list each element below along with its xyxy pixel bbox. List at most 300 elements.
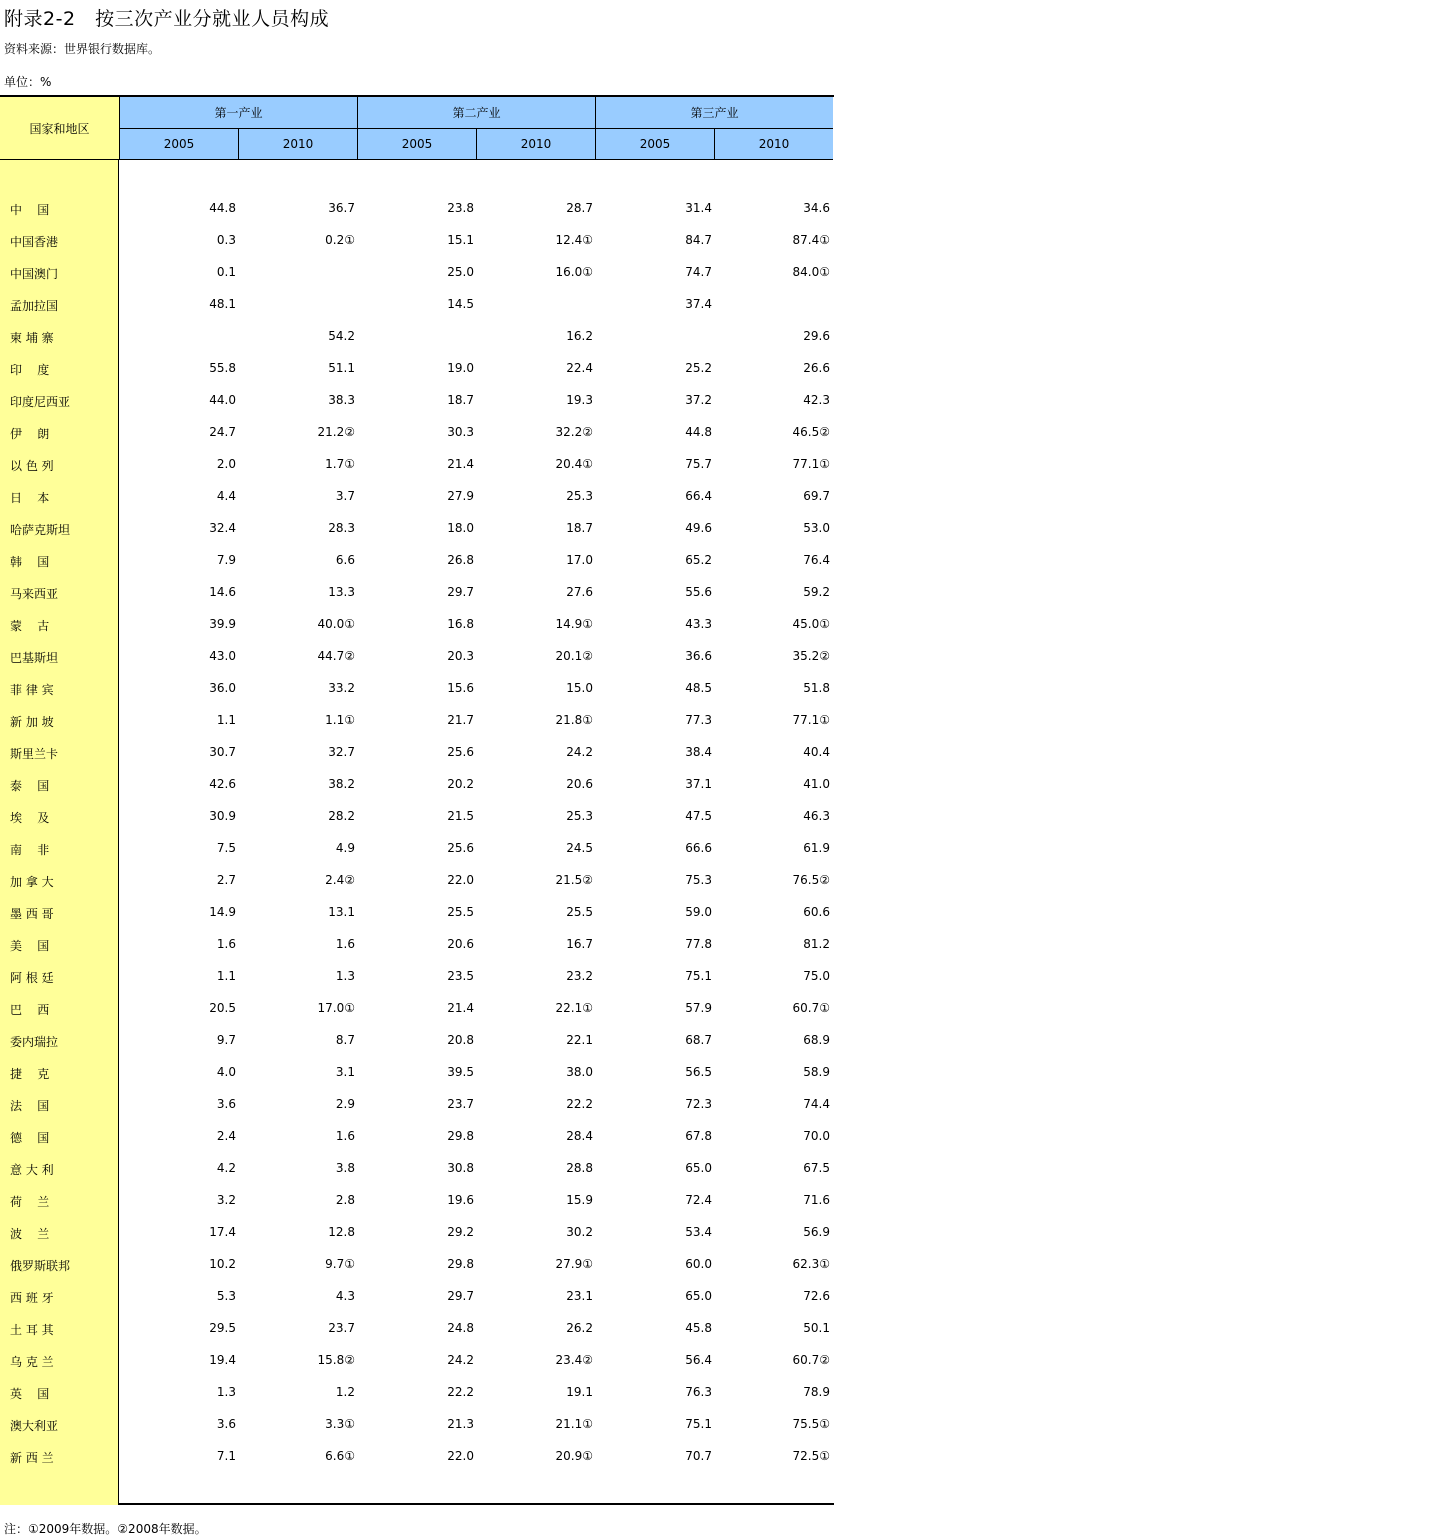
value-cell: 2.8: [335, 1193, 355, 1207]
value-cell: 14.9①: [555, 617, 593, 631]
year-header: 2010: [476, 129, 595, 160]
value-cell: 20.8: [447, 1033, 474, 1047]
value-cell: 16.2: [566, 329, 593, 343]
region-name: 南 非: [10, 843, 50, 857]
region-name: 泰 国: [10, 779, 50, 793]
value-cell: 60.7②: [792, 1353, 830, 1367]
region-header: 国家和地区: [0, 97, 119, 160]
value-cell: 17.0: [566, 553, 593, 567]
value-cell: 21.1①: [555, 1417, 593, 1431]
value-cell: 2.9: [335, 1097, 355, 1111]
value-cell: 49.6: [685, 521, 712, 535]
value-cell: 12.8: [328, 1225, 355, 1239]
value-cell: 23.7: [447, 1097, 474, 1111]
value-cell: 30.8: [447, 1161, 474, 1175]
table-row: [0, 864, 834, 896]
value-cell: 56.4: [685, 1353, 712, 1367]
value-cell: 77.1①: [792, 457, 830, 471]
value-cell: 3.7: [335, 489, 355, 503]
value-cell: 0.3: [216, 233, 236, 247]
value-cell: 43.3: [685, 617, 712, 631]
value-cell: 84.7: [685, 233, 712, 247]
value-cell: 87.4①: [792, 233, 830, 247]
value-cell: 65.0: [685, 1161, 712, 1175]
value-cell: 39.5: [447, 1065, 474, 1079]
value-cell: 65.0: [685, 1289, 712, 1303]
value-cell: 2.4②: [325, 873, 355, 887]
value-cell: 6.6: [335, 553, 355, 567]
value-cell: 29.6: [803, 329, 830, 343]
value-cell: 37.1: [685, 777, 712, 791]
value-cell: 28.2: [328, 809, 355, 823]
value-cell: 32.7: [328, 745, 355, 759]
value-cell: 59.2: [803, 585, 830, 599]
value-cell: 29.8: [447, 1257, 474, 1271]
value-cell: 30.3: [447, 425, 474, 439]
table-row: [0, 1376, 834, 1408]
value-cell: 29.8: [447, 1129, 474, 1143]
value-cell: 30.7: [209, 745, 236, 759]
value-cell: 81.2: [803, 937, 830, 951]
value-cell: 67.5: [803, 1161, 830, 1175]
region-name: 韩 国: [10, 555, 50, 569]
value-cell: 20.2: [447, 777, 474, 791]
region-name: 捷 克: [10, 1067, 50, 1081]
value-cell: 25.2: [685, 361, 712, 375]
value-cell: 0.1: [216, 265, 236, 279]
value-cell: 25.5: [566, 905, 593, 919]
table-row: [0, 1152, 834, 1184]
value-cell: 3.3①: [325, 1417, 355, 1431]
value-cell: 24.2: [447, 1353, 474, 1367]
value-cell: 17.0①: [317, 1001, 355, 1015]
page-title: 附录2-2 按三次产业分就业人员构成: [4, 8, 330, 30]
value-cell: 16.7: [566, 937, 593, 951]
value-cell: 22.4: [566, 361, 593, 375]
table-row: [0, 320, 834, 352]
value-cell: 46.3: [803, 809, 830, 823]
value-cell: 75.7: [685, 457, 712, 471]
year-header: 2005: [595, 129, 714, 160]
table-row: [0, 1280, 834, 1312]
value-cell: 2.0: [216, 457, 236, 471]
group-header-tertiary: 第三产业: [595, 97, 833, 129]
value-cell: 74.4: [803, 1097, 830, 1111]
value-cell: 28.8: [566, 1161, 593, 1175]
unit-label: 单位：%: [4, 75, 52, 89]
region-name: 印度尼西亚: [10, 395, 71, 409]
value-cell: 19.1: [566, 1385, 593, 1399]
value-cell: 19.4: [209, 1353, 236, 1367]
value-cell: 1.3: [335, 969, 355, 983]
value-cell: 22.1①: [555, 1001, 593, 1015]
region-name: 孟加拉国: [10, 299, 59, 313]
region-name: 乌 克 兰: [10, 1355, 54, 1369]
value-cell: 1.6: [335, 937, 355, 951]
value-cell: 55.8: [209, 361, 236, 375]
region-name: 澳大利亚: [10, 1419, 59, 1433]
table-row: [0, 768, 834, 800]
group-header-primary: 第一产业: [119, 97, 357, 129]
value-cell: 15.0: [566, 681, 593, 695]
value-cell: 40.4: [803, 745, 830, 759]
value-cell: 68.9: [803, 1033, 830, 1047]
value-cell: 75.0: [803, 969, 830, 983]
value-cell: 24.5: [566, 841, 593, 855]
value-cell: 1.6: [335, 1129, 355, 1143]
value-cell: 1.6: [216, 937, 236, 951]
value-cell: 32.2②: [555, 425, 593, 439]
value-cell: 24.8: [447, 1321, 474, 1335]
table-row: [0, 384, 834, 416]
table-row: [0, 1216, 834, 1248]
value-cell: 60.0: [685, 1257, 712, 1271]
value-cell: 72.5①: [792, 1449, 830, 1463]
value-cell: 48.1: [209, 297, 236, 311]
value-cell: 76.3: [685, 1385, 712, 1399]
value-cell: 66.6: [685, 841, 712, 855]
value-cell: 2.4: [216, 1129, 236, 1143]
value-cell: 55.6: [685, 585, 712, 599]
value-cell: 1.3: [216, 1385, 236, 1399]
table-row: [0, 416, 834, 448]
value-cell: 15.1: [447, 233, 474, 247]
value-cell: 9.7: [216, 1033, 236, 1047]
region-name: 巴基斯坦: [10, 651, 59, 665]
table-row: [0, 576, 834, 608]
value-cell: 15.6: [447, 681, 474, 695]
value-cell: 48.5: [685, 681, 712, 695]
value-cell: 69.7: [803, 489, 830, 503]
value-cell: 16.8: [447, 617, 474, 631]
region-name: 巴 西: [10, 1003, 50, 1017]
region-name: 中 国: [10, 203, 50, 217]
table-row: [0, 1408, 834, 1440]
value-cell: 3.1: [335, 1065, 355, 1079]
value-cell: 54.2: [328, 329, 355, 343]
value-cell: 30.9: [209, 809, 236, 823]
value-cell: 84.0①: [792, 265, 830, 279]
value-cell: 3.2: [216, 1193, 236, 1207]
value-cell: 51.1: [328, 361, 355, 375]
value-cell: 23.1: [566, 1289, 593, 1303]
region-name: 俄罗斯联邦: [10, 1259, 71, 1273]
value-cell: 26.2: [566, 1321, 593, 1335]
region-name: 马来西亚: [10, 587, 59, 601]
footnote: 注：①2009年数据。②2008年数据。: [4, 1522, 207, 1536]
region-name: 委内瑞拉: [10, 1035, 59, 1049]
table-row: [0, 1184, 834, 1216]
value-cell: 38.0: [566, 1065, 593, 1079]
value-cell: 15.9: [566, 1193, 593, 1207]
value-cell: 12.4①: [555, 233, 593, 247]
value-cell: 44.0: [209, 393, 236, 407]
value-cell: 72.4: [685, 1193, 712, 1207]
value-cell: 18.7: [566, 521, 593, 535]
value-cell: 21.5: [447, 809, 474, 823]
region-name: 日 本: [10, 491, 50, 505]
value-cell: 36.6: [685, 649, 712, 663]
value-cell: 71.6: [803, 1193, 830, 1207]
value-cell: 20.3: [447, 649, 474, 663]
value-cell: 24.2: [566, 745, 593, 759]
value-cell: 42.6: [209, 777, 236, 791]
value-cell: 29.7: [447, 585, 474, 599]
value-cell: 56.5: [685, 1065, 712, 1079]
table-row: [0, 992, 834, 1024]
value-cell: 46.5②: [792, 425, 830, 439]
region-name: 西 班 牙: [10, 1291, 54, 1305]
value-cell: 56.9: [803, 1225, 830, 1239]
value-cell: 1.1: [216, 969, 236, 983]
table-row: [0, 1120, 834, 1152]
region-name: 哈萨克斯坦: [10, 523, 71, 537]
value-cell: 37.2: [685, 393, 712, 407]
value-cell: 77.3: [685, 713, 712, 727]
value-cell: 60.7①: [792, 1001, 830, 1015]
value-cell: 1.7①: [325, 457, 355, 471]
value-cell: 26.6: [803, 361, 830, 375]
value-cell: 36.7: [328, 201, 355, 215]
value-cell: 27.9: [447, 489, 474, 503]
region-name: 法 国: [10, 1099, 50, 1113]
value-cell: 57.9: [685, 1001, 712, 1015]
value-cell: 25.3: [566, 489, 593, 503]
value-cell: 34.6: [803, 201, 830, 215]
value-cell: 20.9①: [555, 1449, 593, 1463]
value-cell: 3.6: [216, 1417, 236, 1431]
year-header: 2010: [238, 129, 357, 160]
value-cell: 45.8: [685, 1321, 712, 1335]
value-cell: 23.8: [447, 201, 474, 215]
year-header: 2005: [357, 129, 476, 160]
table-row: [0, 832, 834, 864]
value-cell: 75.3: [685, 873, 712, 887]
region-name: 新 西 兰: [10, 1451, 54, 1465]
value-cell: 1.2: [335, 1385, 355, 1399]
region-name: 中国香港: [10, 235, 59, 249]
region-name: 加 拿 大: [10, 875, 54, 889]
value-cell: 1.1①: [325, 713, 355, 727]
value-cell: 17.4: [209, 1225, 236, 1239]
value-cell: 77.1①: [792, 713, 830, 727]
region-name: 印 度: [10, 363, 50, 377]
value-cell: 21.2②: [317, 425, 355, 439]
value-cell: 75.5①: [792, 1417, 830, 1431]
region-name: 中国澳门: [10, 267, 59, 281]
value-cell: 19.6: [447, 1193, 474, 1207]
value-cell: 75.1: [685, 1417, 712, 1431]
value-cell: 25.0: [447, 265, 474, 279]
region-name: 墨 西 哥: [10, 907, 54, 921]
value-cell: 13.3: [328, 585, 355, 599]
value-cell: 13.1: [328, 905, 355, 919]
region-name: 英 国: [10, 1387, 50, 1401]
value-cell: 27.9①: [555, 1257, 593, 1271]
value-cell: 4.4: [216, 489, 236, 503]
value-cell: 4.2: [216, 1161, 236, 1175]
value-cell: 33.2: [328, 681, 355, 695]
table-row: [0, 640, 834, 672]
value-cell: 19.0: [447, 361, 474, 375]
table-row: [0, 896, 834, 928]
value-cell: 67.8: [685, 1129, 712, 1143]
value-cell: 58.9: [803, 1065, 830, 1079]
value-cell: 15.8②: [317, 1353, 355, 1367]
region-name: 以 色 列: [10, 459, 54, 473]
value-cell: 8.7: [335, 1033, 355, 1047]
value-cell: 3.6: [216, 1097, 236, 1111]
table-row: [0, 288, 834, 320]
value-cell: 20.4①: [555, 457, 593, 471]
value-cell: 18.0: [447, 521, 474, 535]
value-cell: 38.3: [328, 393, 355, 407]
region-name: 荷 兰: [10, 1195, 50, 1209]
value-cell: 39.9: [209, 617, 236, 631]
value-cell: 21.3: [447, 1417, 474, 1431]
table-row: [0, 1440, 834, 1472]
value-cell: 10.2: [209, 1257, 236, 1271]
table-row: [0, 192, 834, 224]
value-cell: 4.0: [216, 1065, 236, 1079]
value-cell: 70.7: [685, 1449, 712, 1463]
table-row: [0, 1248, 834, 1280]
value-cell: 60.6: [803, 905, 830, 919]
region-name: 阿 根 廷: [10, 971, 54, 985]
value-cell: 22.1: [566, 1033, 593, 1047]
value-cell: 68.7: [685, 1033, 712, 1047]
region-name: 柬 埔 寨: [10, 331, 54, 345]
value-cell: 53.0: [803, 521, 830, 535]
value-cell: 50.1: [803, 1321, 830, 1335]
table-row: [0, 544, 834, 576]
value-cell: 31.4: [685, 201, 712, 215]
value-cell: 76.4: [803, 553, 830, 567]
value-cell: 20.6: [566, 777, 593, 791]
value-cell: 59.0: [685, 905, 712, 919]
region-name: 伊 朗: [10, 427, 50, 441]
value-cell: 72.3: [685, 1097, 712, 1111]
value-cell: 16.0①: [555, 265, 593, 279]
value-cell: 40.0①: [317, 617, 355, 631]
value-cell: 19.3: [566, 393, 593, 407]
table-row: [0, 448, 834, 480]
region-name: 美 国: [10, 939, 50, 953]
value-cell: 42.3: [803, 393, 830, 407]
value-cell: 21.4: [447, 457, 474, 471]
table-row: [0, 960, 834, 992]
value-cell: 41.0: [803, 777, 830, 791]
value-cell: 21.7: [447, 713, 474, 727]
region-name: 蒙 古: [10, 619, 50, 633]
value-cell: 25.5: [447, 905, 474, 919]
value-cell: 70.0: [803, 1129, 830, 1143]
value-cell: 23.4②: [555, 1353, 593, 1367]
region-name: 波 兰: [10, 1227, 50, 1241]
value-cell: 47.5: [685, 809, 712, 823]
year-header: 2005: [119, 129, 238, 160]
table-row: [0, 480, 834, 512]
value-cell: 37.4: [685, 297, 712, 311]
value-cell: 21.4: [447, 1001, 474, 1015]
value-cell: 25.3: [566, 809, 593, 823]
table-row: [0, 352, 834, 384]
region-name: 菲 律 宾: [10, 683, 54, 697]
table-row: [0, 736, 834, 768]
value-cell: 22.0: [447, 873, 474, 887]
value-cell: 28.4: [566, 1129, 593, 1143]
value-cell: 38.2: [328, 777, 355, 791]
table-row: [0, 800, 834, 832]
value-cell: 77.8: [685, 937, 712, 951]
value-cell: 18.7: [447, 393, 474, 407]
value-cell: 25.6: [447, 745, 474, 759]
region-name: 新 加 坡: [10, 715, 54, 729]
value-cell: 26.8: [447, 553, 474, 567]
value-cell: 76.5②: [792, 873, 830, 887]
value-cell: 23.7: [328, 1321, 355, 1335]
value-cell: 28.7: [566, 201, 593, 215]
value-cell: 20.6: [447, 937, 474, 951]
table-row: [0, 256, 834, 288]
value-cell: 29.5: [209, 1321, 236, 1335]
value-cell: 65.2: [685, 553, 712, 567]
group-header-secondary: 第二产业: [357, 97, 595, 129]
table-row: [0, 704, 834, 736]
value-cell: 20.5: [209, 1001, 236, 1015]
value-cell: 14.9: [209, 905, 236, 919]
table-row: [0, 928, 834, 960]
value-cell: 29.7: [447, 1289, 474, 1303]
table-row: [0, 672, 834, 704]
table-row: [0, 1088, 834, 1120]
value-cell: 32.4: [209, 521, 236, 535]
value-cell: 66.4: [685, 489, 712, 503]
value-cell: 27.6: [566, 585, 593, 599]
value-cell: 2.7: [216, 873, 236, 887]
value-cell: 22.0: [447, 1449, 474, 1463]
value-cell: 3.8: [335, 1161, 355, 1175]
value-cell: 4.3: [335, 1289, 355, 1303]
table-row: [0, 224, 834, 256]
value-cell: 22.2: [566, 1097, 593, 1111]
value-cell: 61.9: [803, 841, 830, 855]
value-cell: 23.2: [566, 969, 593, 983]
value-cell: 7.1: [216, 1449, 236, 1463]
value-cell: 44.8: [685, 425, 712, 439]
value-cell: 7.9: [216, 553, 236, 567]
region-name: 斯里兰卡: [10, 747, 59, 761]
table-row: [0, 512, 834, 544]
value-cell: 28.3: [328, 521, 355, 535]
region-name: 德 国: [10, 1131, 50, 1145]
table-row: [0, 1056, 834, 1088]
value-cell: 9.7①: [325, 1257, 355, 1271]
value-cell: 45.0①: [792, 617, 830, 631]
value-cell: 20.1②: [555, 649, 593, 663]
value-cell: 35.2②: [792, 649, 830, 663]
table-row: [0, 1312, 834, 1344]
year-header: 2010: [714, 129, 833, 160]
value-cell: 38.4: [685, 745, 712, 759]
table-row: [0, 1344, 834, 1376]
value-cell: 6.6①: [325, 1449, 355, 1463]
value-cell: 4.9: [335, 841, 355, 855]
value-cell: 29.2: [447, 1225, 474, 1239]
value-cell: 24.7: [209, 425, 236, 439]
value-cell: 23.5: [447, 969, 474, 983]
data-source: 资料来源：世界银行数据库。: [4, 42, 161, 56]
